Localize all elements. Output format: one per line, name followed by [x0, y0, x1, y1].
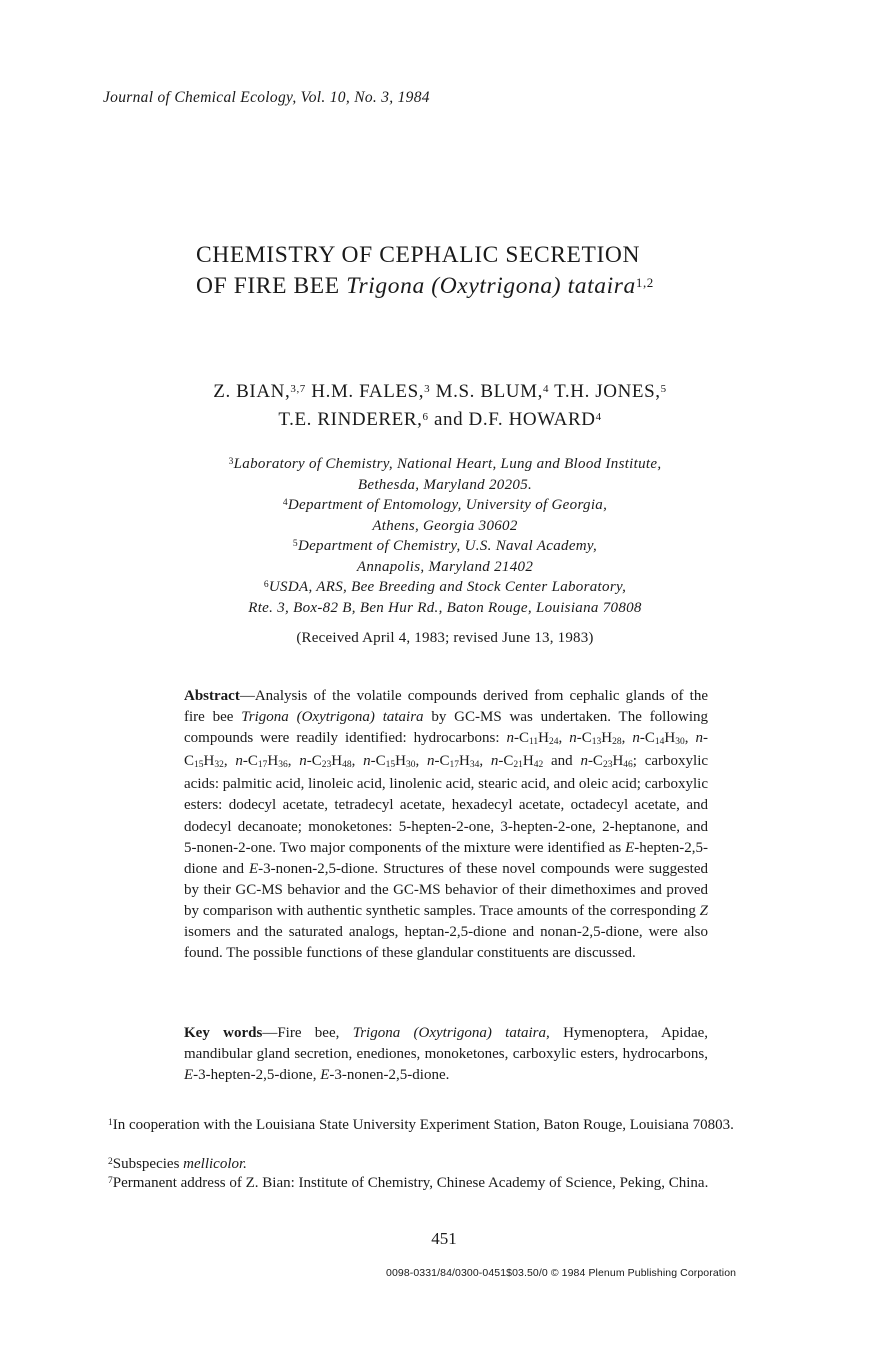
copyright-line: 0098-0331/84/0300-0451$03.50/0 © 1984 Plenum Publishing Corporation	[386, 1267, 737, 1279]
affiliation-line: $^4$Department of Entomology, University of Georgia,	[282, 497, 608, 513]
abstract-label: Abstract	[184, 688, 240, 704]
affiliation-line: Athens, Georgia 30602	[372, 517, 518, 534]
footnote-1: $^1$In cooperation with the Louisiana State University Experiment Station, Baton Rouge, Louisiana 70803.	[108, 1117, 734, 1133]
author: T.H. JONES,	[549, 381, 661, 402]
hydrocarbon-formula: $n-C_{14}H_{30}$	[632, 730, 685, 748]
received-dates: (Received April 4, 1983; revised June 13, 1983)	[296, 630, 594, 646]
author-list: Z. BIAN,$^{3,7}$ H.M. FALES,$^3$ M.S. BLUM,$^4$ T.H. JONES,$^5$ T.E. RINDERER,$^6$ and D.F. HOWARD$^4$	[213, 381, 667, 430]
hydrocarbon-formula: $n-C_{17}H_{34}$	[427, 753, 480, 771]
footnote-7: $^7$Permanent address of Z. Bian: Institute of Chemistry, Chinese Academy of Science, Peking, China.	[108, 1175, 709, 1191]
affiliation-line: $^3$Laboratory of Chemistry, National Heart, Lung and Blood Institute,	[228, 456, 662, 472]
title-footnote-ref: 1,2	[635, 275, 654, 290]
affiliation-line: Rte. 3, Box-82 B, Ben Hur Rd., Baton Rouge, Louisiana 70808	[248, 599, 642, 616]
affiliation-line: Annapolis, Maryland 21402	[356, 558, 534, 575]
paper-title	[196, 240, 756, 302]
journal-citation: Journal of Chemical Ecology, Vol. 10, No. 3, 1984	[103, 89, 430, 106]
keywords: Key words—Fire bee, Trigona (Oxytrigona) tataira, Hymenoptera, Apidae, mandibular gland secretion, enediones, monoketones, carboxylic esters, hydrocarbons, E-3-hepten-2,5-dione, E-3-nonen-2,5-dione.	[184, 1025, 709, 1084]
title-line-2: OF FIRE BEE Trigona (Oxytrigona) tataira$^{1,2}$	[196, 273, 654, 299]
author: M.S. BLUM,	[430, 381, 543, 402]
hydrocarbon-formula: $n-C_{15}H_{30}$	[363, 753, 416, 771]
author: Z. BIAN,	[213, 381, 291, 402]
species-name: Trigona (Oxytrigona) tataira	[346, 273, 636, 299]
hydrocarbon-formula: $n-C_{23}H_{48}$	[299, 753, 352, 771]
author: H.M. FALES,	[305, 381, 425, 402]
affiliation-line: $^6$USDA, ARS, Bee Breeding and Stock Center Laboratory,	[263, 579, 627, 595]
abstract: Abstract—Analysis of the volatile compounds derived from cephalic glands of the fire bee Trigona (Oxytrigona) tataira by GC-MS was undertaken. The following compounds were readily identified: hydrocarbons: $n-C_{11}H_{24}$, $n-C_{13}H_{28}$, $n-C_{14}H_{30}$, $n-C_{15}H_{32}$, $n-C_{17}H_{36}$, $n-C_{23}H_{48}$, $n-C_{15}H_{30}$, $n-C_{17}H_{34}$, $n-C_{21}H_{42}$ and $n-C_{23}H_{46}$; carboxylic acids: palmitic acid, linoleic acid, linolenic acid, stearic acid, and oleic acid; carboxylic esters: dodecyl acetate, tetradecyl acetate, hexadecyl acetate, octadecyl acetate, and dodecyl decanoate; monoketones: 5-hepten-2-one, 3-hepten-2-one, 2-heptanone, and 5-nonen-2-one. Two major components of the mixture were identified as E-hepten-2,5-dione and E-3-nonen-2,5-dione. Structures of these novel compounds were suggested by their GC-MS behavior and the GC-MS behavior of their dimethoximes and proved by comparison with authentic synthetic samples. Trace amounts of the corresponding Z isomers and the saturated analogs, heptan-2,5-dione and nonan-2,5-dione, were also found. The possible functions of these glandular constituents are discussed.	[184, 688, 709, 962]
author: T.E. RINDERER,	[278, 409, 423, 430]
affiliation-line: $^5$Department of Chemistry, U.S. Naval Academy,	[292, 538, 598, 554]
hydrocarbon-formula: $n-C_{11}H_{24}$	[506, 730, 559, 748]
hydrocarbon-formula: $n-C_{21}H_{42}$	[490, 753, 544, 771]
author: and D.F. HOWARD	[428, 409, 596, 430]
title-line-1: CHEMISTRY OF CEPHALIC SECRETION	[196, 242, 641, 268]
affiliation-line: Bethesda, Maryland 20205.	[357, 476, 533, 493]
keywords-label: Key words	[184, 1025, 263, 1041]
hydrocarbon-formula: $n-C_{23}H_{46}$	[580, 753, 633, 771]
hydrocarbon-list: $n-C_{11}H_{24}$, $n-C_{13}H_{28}$, $n-C_{14}H_{30}$, $n-C_{15}H_{32}$, $n-C_{17}H_{36}$, $n-C_{23}H_{48}$, $n-C_{15}H_{30}$, $n-C_{17}H_{34}$, $n-C_{21}H_{42}$ and $n-C_{23}H_{46}$	[184, 730, 709, 771]
footnote-2: $^2$Subspecies mellicolor.	[108, 1156, 247, 1172]
hydrocarbon-formula: $n-C_{15}H_{32}$	[184, 730, 709, 771]
hydrocarbon-formula: $n-C_{13}H_{28}$	[569, 730, 622, 748]
page-number: 451	[431, 1229, 457, 1248]
hydrocarbon-formula: $n-C_{17}H_{36}$	[235, 753, 288, 771]
affiliations	[150, 454, 740, 618]
